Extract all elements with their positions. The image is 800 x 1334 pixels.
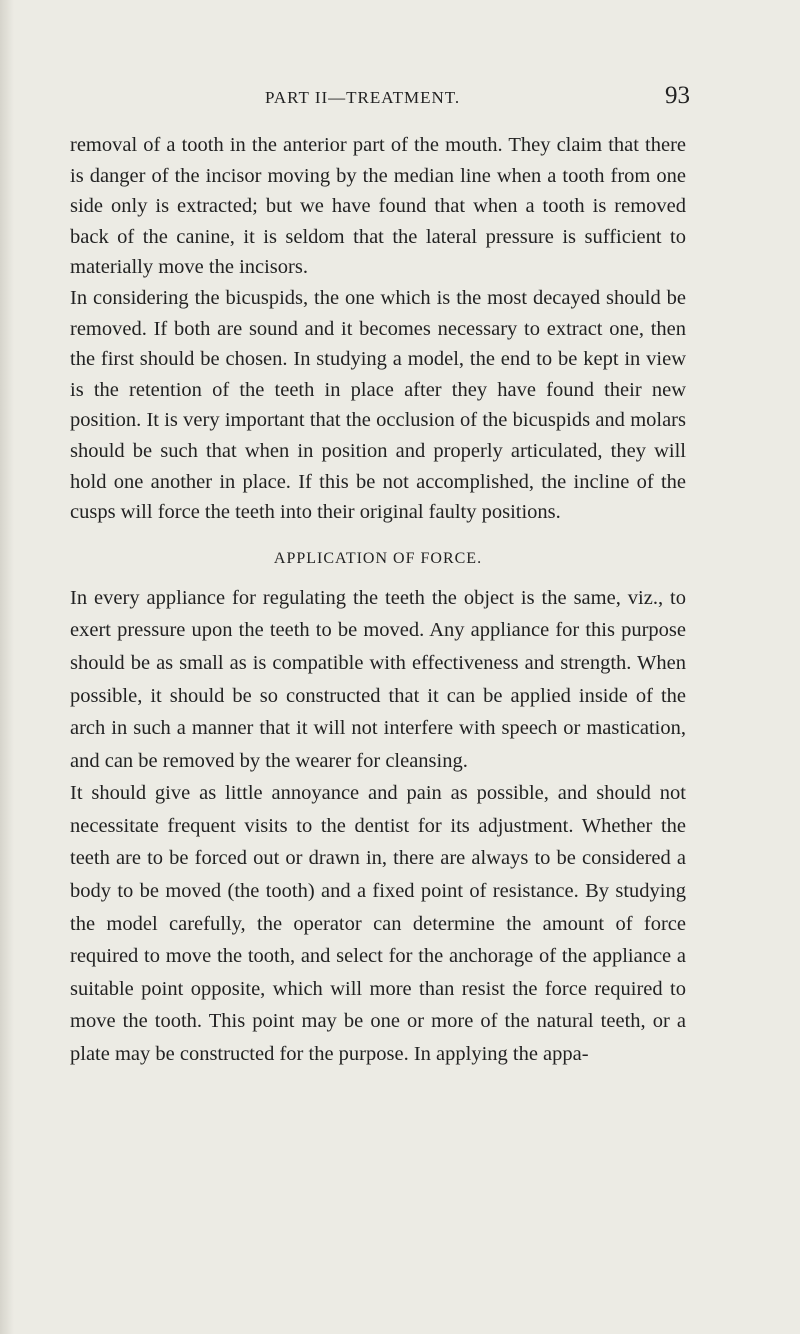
paragraph-3: In every appliance for regulating the teeth the object is the same, viz., to exert pressure upon the teeth to be moved. Any appliance for this purpose should be as small as is compatible with effectiveness and strength. When possible, it should be so constructed that it can be applied inside of the arch in such a manner that it will not interfere with speech or mastication, and can be removed by the wearer for cleansing. — [70, 586, 686, 772]
paragraph-4: It should give as little annoyance and pain as possible, and should not necessitate frequent visits to the dentist for its adjustment. Whether the teeth are to be forced out or drawn in, there are always to be considered a body to be moved (the tooth) and a fixed point of resistance. By studying the model carefully, the operator can determine the amount of force required to move the tooth, and select for the anchorage of the appliance a suitable point opposite, which will more than resist the force required to move the tooth. This point may be one or more of the natural teeth, or a plate may be constructed for the purpose. In applying the appa- — [70, 782, 686, 1066]
page-spine-shadow — [0, 0, 14, 1334]
page-number: 93 — [665, 82, 690, 109]
page-header — [265, 82, 690, 114]
paragraph-1: removal of a tooth in the anterior part of the mouth. They claim that there is danger of the incisor moving by the median line when a tooth from one side only is extracted; but we have found that when a tooth is removed back of the canine, it is seldom that the lateral pressure is sufficient to materially move the incisors. — [70, 134, 686, 279]
section-heading: APPLICATION OF FORCE. — [273, 549, 483, 567]
running-head: PART II—TREATMENT. — [265, 88, 461, 107]
page-body — [70, 130, 686, 1071]
paragraph-2: In considering the bicuspids, the one which is the most decayed should be removed. If both are sound and it becomes necessary to extract one, then the first should be chosen. In studying a model, the end to be kept in view is the retention of the teeth in place after they have found their new position. It is very important that the occlusion of the bicuspids and molars should be such that when in position and properly articulated, they will hold one another in place. If this be not accomplished, the incline of the cusps will force the teeth into their original faulty positions. — [70, 286, 686, 524]
